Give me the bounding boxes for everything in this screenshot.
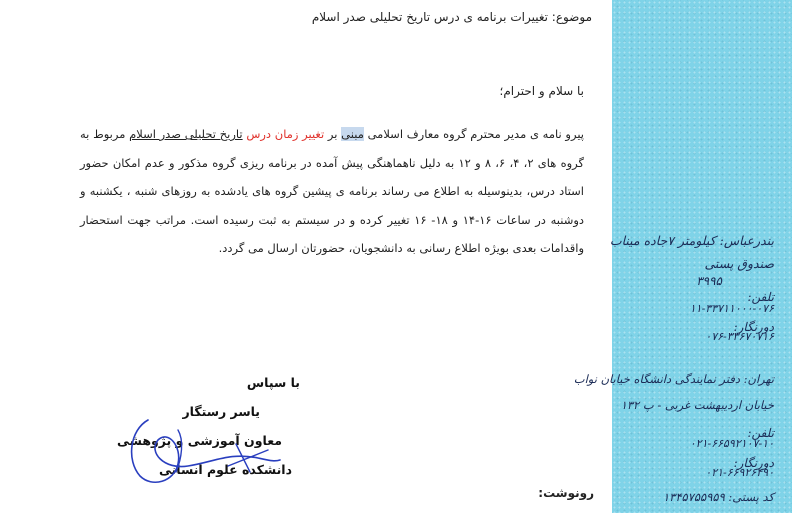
tehran-street: خیابان اردیبهشت غربی - پ ۱۳۲	[620, 398, 774, 412]
fax-label: دورنگار:	[733, 320, 774, 334]
fax-number: ۰۷۶-۳۳۶۷۰۷۱۶	[705, 330, 774, 343]
body-text-2: بر	[324, 127, 342, 141]
tehran-fax-label: دورنگار:	[733, 456, 774, 470]
pobox-number: ۳۹۹۵	[696, 274, 722, 288]
signature-faculty: دانشکده علوم انسانی	[158, 462, 292, 477]
body-underlined-course: تاریخ تحلیلی صدر اسلام	[129, 127, 243, 141]
tel-label: تلفن:	[747, 290, 774, 304]
body-text-1: پیرو نامه ی مدیر محترم گروه معارف اسلامی	[363, 127, 584, 141]
body-highlight: تغییر زمان درس	[246, 127, 325, 141]
tehran-tel-label: تلفن:	[747, 426, 774, 440]
signature-thanks: با سپاس	[246, 375, 300, 390]
letter-greeting: با سلام و احترام؛	[499, 84, 584, 98]
body-marked-word: مبنی	[341, 127, 364, 141]
tehran-tel-number: ۰۲۱-۶۶۵۹۲۱۰۷-۱۰	[689, 437, 774, 450]
letterhead-sidebar	[573, 0, 792, 513]
letter-paragraph	[80, 120, 584, 263]
letter-subject: موضوع: تغییرات برنامه ی درس تاریخ تحلیلی صدر اسلام	[311, 10, 592, 24]
tehran-address: تهران: دفتر نمایندگی دانشگاه خیابان نواب	[573, 372, 774, 386]
cc-label: رونوشت:	[538, 486, 594, 500]
body-text-4: مربوط به گروه های ۲، ۴، ۶، ۸ و ۱۲ به دلیل ناهماهنگی پیش آمده در برنامه ریزی گروه مذکور و عدم امکان حضور استاد درس، بدینوسیله به اطلاع می رساند برنامه ی پیشین گروه های یادشده به روزهای شنبه ، یکشنبه و دوشنبه در ساعات ۱۶-۱۴ و ۱۸- ۱۶ تغییر کرده و در سیستم به ثبت رسیده است. مراتب جهت استحضار واقدامات بعدی بویژه اطلاع رسانی به دانشجویان، حضورتان ارسال می گردد.	[80, 127, 585, 255]
signature-name: یاسر رستگار	[182, 404, 260, 419]
tel-number: ۱۱-۳۳۷۱۱۰۰۰-۰۷۶	[689, 302, 774, 315]
pobox-label: صندوق پستی	[704, 256, 774, 271]
handwritten-signature	[118, 400, 288, 490]
signature-title: معاون آموزشی و پژوهشی	[116, 433, 282, 448]
sidebar-address: بندرعباس: کیلومتر ۷جاده میناب	[609, 233, 774, 248]
postal-code: کد پستی: ۱۳۴۵۷۵۵۹۵۹	[663, 490, 774, 504]
tehran-fax-number: ۰۲۱-۶۶۹۲۶۴۹۰	[705, 466, 774, 479]
